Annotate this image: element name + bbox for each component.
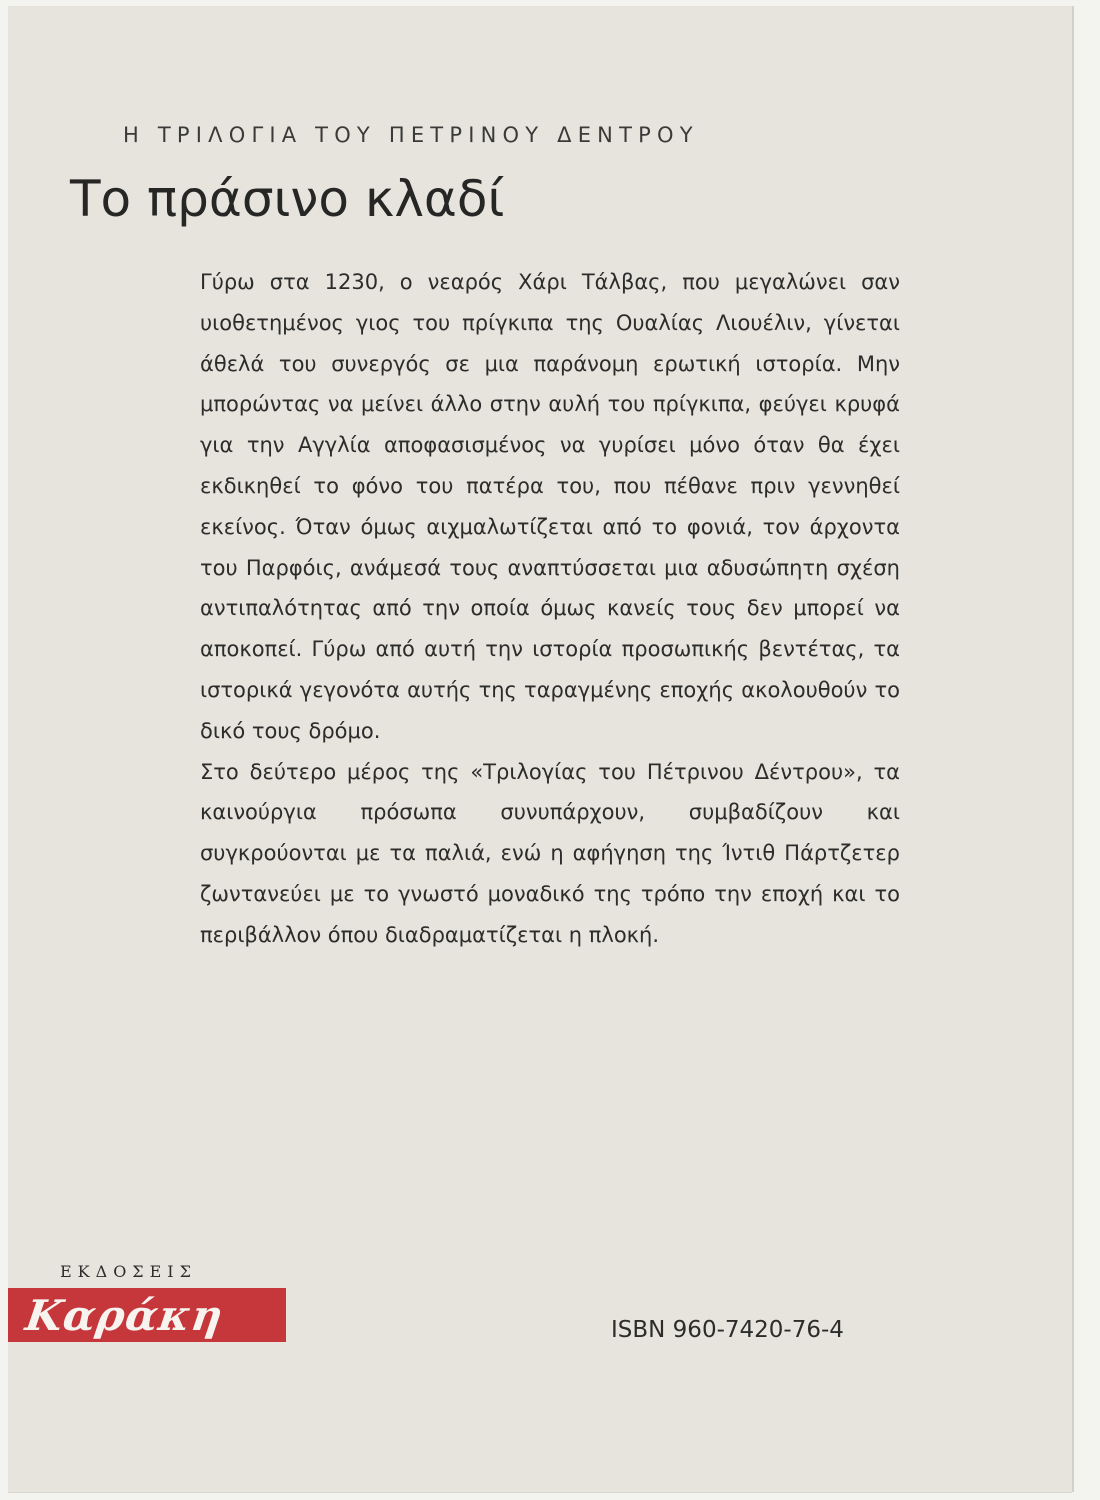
blurb-paragraph-1: Γύρω στα 1230, ο νεαρός Χάρι Τάλβας, που μεγαλώνει σαν υιοθετημένος γιος του πρίγκιπα της Ουαλίας Λιουέλιν, γίνεται άθελά του συνεργός σε μια παράνομη ερωτική ιστορία. Μην μπορώντας να μείνει άλλο στην αυλή του πρίγκιπα, φεύγει κρυφά για την Αγγλία αποφασισμένος να γυρίσει μόνο όταν θα έχει εκδικηθεί το φόνο του πατέρα του, που πέθανε πριν γεννηθεί εκείνος. Όταν όμως αιχμαλωτίζεται από το φονιά, τον άρχοντα του Παρφόις, ανάμεσά τους αναπτύσσεται μια αδυσώπητη σχέση αντιπαλότητας από την οποία όμως κανείς τους δεν μπορεί να αποκοπεί. Γύρω από αυτή την ιστορία προσωπικής βεντέτας, τα ιστορικά γεγονότα αυτής της ταραγμένης εποχής ακολουθούν το δικό τους δρόμο. xyxy=(200,270,900,743)
publisher-logo xyxy=(8,1288,286,1342)
publisher-logo-name: Καράκη xyxy=(22,1290,227,1340)
isbn: ISBN 960-7420-76-4 xyxy=(611,1317,844,1343)
series-title: Η ΤΡΙΛΟΓΙΑ ΤΟΥ ΠΕΤΡΙΝΟΥ ΔΕΝΤΡΟΥ xyxy=(123,123,699,147)
blurb-paragraph-2: Στο δεύτερο μέρος της «Τριλογίας του Πέτρινου Δέντρου», τα καινούργια πρόσωπα συνυπάρχουν, συμβαδίζουν και συγκρούονται με τα παλιά, ενώ η αφήγηση της Ίντιθ Πάρτζετερ ζωντανεύει με το γνωστό μοναδικό της τρόπο την εποχή και το περιβάλλον όπου διαδραματίζεται η πλοκή. xyxy=(200,759,900,947)
book-back-cover xyxy=(8,6,1072,1492)
publisher-label: ΕΚΔΟΣΕΙΣ xyxy=(60,1262,197,1281)
book-title: Το πράσινο κλαδί xyxy=(70,170,505,228)
blurb xyxy=(200,262,900,956)
